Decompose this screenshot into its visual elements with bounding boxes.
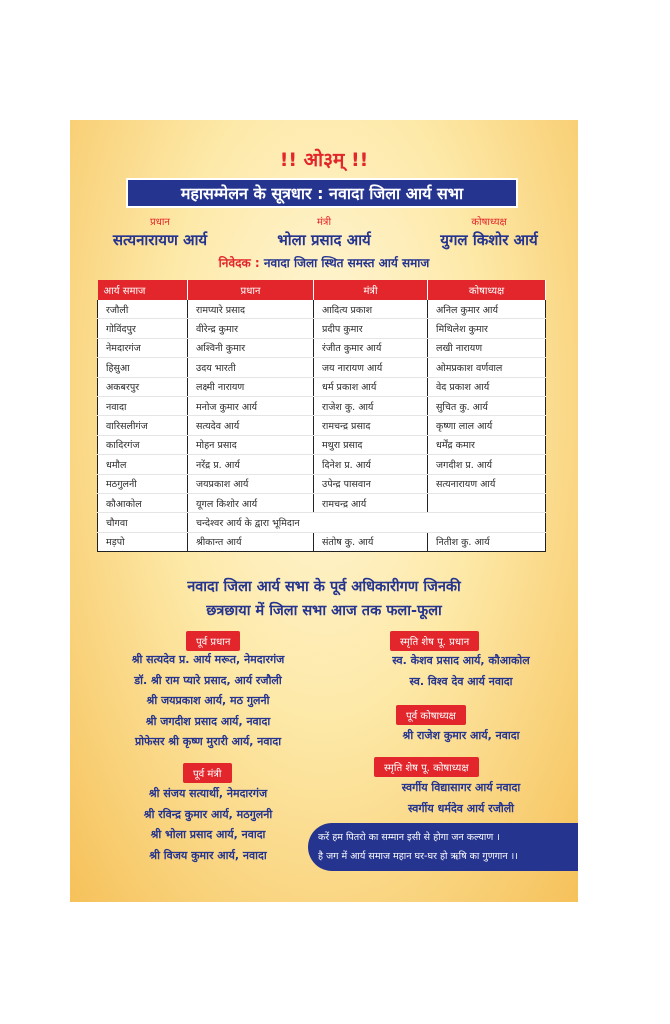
table-row [98, 493, 546, 512]
list-item: श्री विजय कुमार आर्य, नवादा [149, 848, 267, 862]
table-cell: मड़पो [98, 532, 188, 551]
table-cell: मिथिलेश कुमार [428, 319, 546, 338]
table-cell: सत्यदेव आर्य [188, 416, 314, 435]
table-cell: राजेश कु. आर्य [314, 396, 428, 415]
list-item: स्वर्गीय विद्यासागर आर्य नवादा [401, 781, 521, 794]
list-item: श्री सत्यदेव प्र. आर्य मरूत, नेमदारगंज [131, 653, 285, 666]
col-header-pradhan: प्रधान [188, 280, 314, 300]
smriti-pradhan-list [344, 651, 578, 692]
table-cell: रामप्यारे प्रसाद [188, 300, 314, 319]
closing-quote [308, 823, 578, 871]
smriti-pradhan-label: स्मृति शेष पू. प्रधान [390, 631, 479, 651]
table-header-row [98, 280, 546, 300]
table-cell: नरेंद्र प्र. आर्य [188, 455, 314, 474]
col-header-koshadhyaksh: कोषाध्यक्ष [428, 280, 546, 300]
quote-line: है जग में आर्य समाज महान घर-घर हो ऋषि का गुणगान ।। [318, 851, 518, 862]
officer-role: मंत्री [316, 217, 332, 228]
table-cell: कृष्णा लाल आर्य [428, 416, 546, 435]
table-row [98, 377, 546, 396]
table-cell: जगदीश प्र. आर्य [428, 455, 546, 474]
table-cell: यूगल किशोर आर्य [188, 493, 314, 512]
table-cell: आदित्य प्रकाश [314, 300, 428, 319]
list-item: श्री भोला प्रसाद आर्य, नवादा [150, 828, 266, 841]
table-cell: ओमप्रकाश वर्णवाल [428, 358, 546, 377]
quote-line: करें हम पितरो का सम्मान इसी से होगा जन कल्याण । [318, 832, 500, 843]
table-row [98, 416, 546, 435]
table-row [98, 396, 546, 415]
nivedak-text: नवादा जिला स्थित समस्त आर्य समाज [263, 256, 430, 270]
table-cell: कौआकोल [98, 493, 188, 512]
table-row [98, 455, 546, 474]
list-item: श्री राजेश कुमार आर्य, नवादा [402, 729, 520, 742]
table-cell: दिनेश प्र. आर्य [314, 455, 428, 474]
subheading-line1: नवादा जिला आर्य सभा के पूर्व अधिकारीगण जिनकी [187, 579, 461, 595]
table-cell: वेद प्रकाश आर्य [428, 377, 546, 396]
list-item: स्वर्गीय धर्मदेव आर्य रजौली [407, 801, 515, 815]
list-item: श्री जगदीश प्रसाद आर्य, नवादा [145, 714, 271, 728]
table-cell: रंजीत कुमार आर्य [314, 338, 428, 357]
former-pradhan-label: पूर्व प्रधान [186, 631, 240, 651]
table-cell: रामचन्द्र प्रसाद [314, 416, 428, 435]
table-cell: जयप्रकाश आर्य [188, 474, 314, 493]
list-item: स्व. विश्व देव आर्य नवादा [409, 674, 513, 688]
officer-role: कोषाध्यक्ष [471, 217, 507, 228]
table-cell: चन्देश्वर आर्य के द्वारा भूमिदान [188, 513, 546, 532]
officer-name: भोला प्रसाद आर्य [277, 231, 371, 249]
col-header-samaj: आर्य समाज [98, 280, 188, 300]
former-koshadhyaksh-list [344, 726, 578, 747]
table-cell: मथुरा प्रसाद [314, 435, 428, 454]
former-pradhan-list [70, 650, 346, 753]
officer-koshadhyaksh [424, 214, 554, 250]
table-row [98, 435, 546, 454]
table-cell: प्रदीप कुमार [314, 319, 428, 338]
table-cell: हिसुआ [98, 358, 188, 377]
nivedak-line [70, 254, 578, 271]
table-cell: रजौली [98, 300, 188, 319]
table-cell: धर्म प्रकाश आर्य [314, 377, 428, 396]
table-cell: गोविंदपुर [98, 319, 188, 338]
table-cell: सत्यनारायण आर्य [428, 474, 546, 493]
table-cell: लखी नारायण [428, 338, 546, 357]
table-cell: उपेन्द्र पासवान [314, 474, 428, 493]
former-koshadhyaksh-label: पूर्व कोषाध्यक्ष [396, 705, 466, 725]
smriti-koshadhyaksh-list [344, 778, 578, 819]
table-cell: संतोष कु. आर्य [314, 532, 428, 551]
subheading-line2: छत्रछाया में जिला सभा आज तक फला-फूला [206, 603, 442, 619]
table-row [98, 319, 546, 338]
nivedak-label: निवेदक : [218, 256, 260, 270]
om-title: !! ओ३म् !! [279, 149, 369, 171]
table-cell: नितीश कु. आर्य [428, 532, 546, 551]
table-cell: लक्ष्मी नारायण [188, 377, 314, 396]
list-item: डॉ. श्री राम प्यारे प्रसाद, आर्य रजौली [134, 673, 282, 687]
table-cell: सुचित कु. आर्य [428, 396, 546, 415]
table-cell: धमौल [98, 455, 188, 474]
table-row [98, 300, 546, 319]
table-cell: मठगुलनी [98, 474, 188, 493]
table-cell: नेमदारगंज [98, 338, 188, 357]
table-row [98, 532, 546, 551]
table-cell: उदय भारती [188, 358, 314, 377]
table-cell: धर्मेंद्र कमार [428, 435, 546, 454]
table-cell: कादिरगंज [98, 435, 188, 454]
table-cell [428, 493, 546, 512]
col-header-mantri: मंत्री [314, 280, 428, 300]
table-cell: श्रीकान्त आर्य [188, 532, 314, 551]
table-cell: वारिसलीगंज [98, 416, 188, 435]
table-row [98, 513, 546, 532]
officer-mantri [264, 214, 384, 250]
table-cell: नवादा [98, 396, 188, 415]
smriti-koshadhyaksh-label: स्मृति शेष पू. कोषाध्यक्ष [374, 757, 479, 777]
list-item: स्व. केशव प्रसाद आर्य, कौआकोल [392, 654, 530, 667]
table-cell: वीरेन्द्र कुमार [188, 319, 314, 338]
table-cell: मोहन प्रसाद [188, 435, 314, 454]
officer-pradhan [100, 214, 220, 250]
table-cell: रामचन्द्र आर्य [314, 493, 428, 512]
table-cell: मनोज कुमार आर्य [188, 396, 314, 415]
table-row [98, 474, 546, 493]
organizer-banner: महासम्मेलन के सूत्रधार : नवादा जिला आर्य सभा [126, 178, 518, 208]
former-mantri-label: पूर्व मंत्री [183, 763, 232, 783]
samaj-officers-table [97, 280, 546, 552]
table-row [98, 358, 546, 377]
table-cell: अनिल कुमार आर्य [428, 300, 546, 319]
list-item: श्री जयप्रकाश आर्य, मठ गुलनी [146, 694, 270, 707]
poster [70, 120, 578, 902]
table-row [98, 338, 546, 357]
officer-role: प्रधान [150, 217, 170, 228]
table-cell: अश्विनी कुमार [188, 338, 314, 357]
table-cell: जय नारायण आर्य [314, 358, 428, 377]
table-cell: अकबरपुर [98, 377, 188, 396]
officer-name: युगल किशोर आर्य [440, 231, 538, 249]
list-item: श्री संजय सत्यार्थी, नेमदारगंज [148, 787, 268, 800]
list-item: प्रोफेसर श्री कृष्ण मुरारी आर्य, नवादा [134, 735, 282, 748]
former-mantri-list [70, 784, 346, 866]
table-cell: चौगवा [98, 513, 188, 532]
officer-name: सत्यनारायण आर्य [112, 231, 208, 249]
list-item: श्री रविन्द्र कुमार आर्य, मठगुलनी [143, 807, 273, 821]
